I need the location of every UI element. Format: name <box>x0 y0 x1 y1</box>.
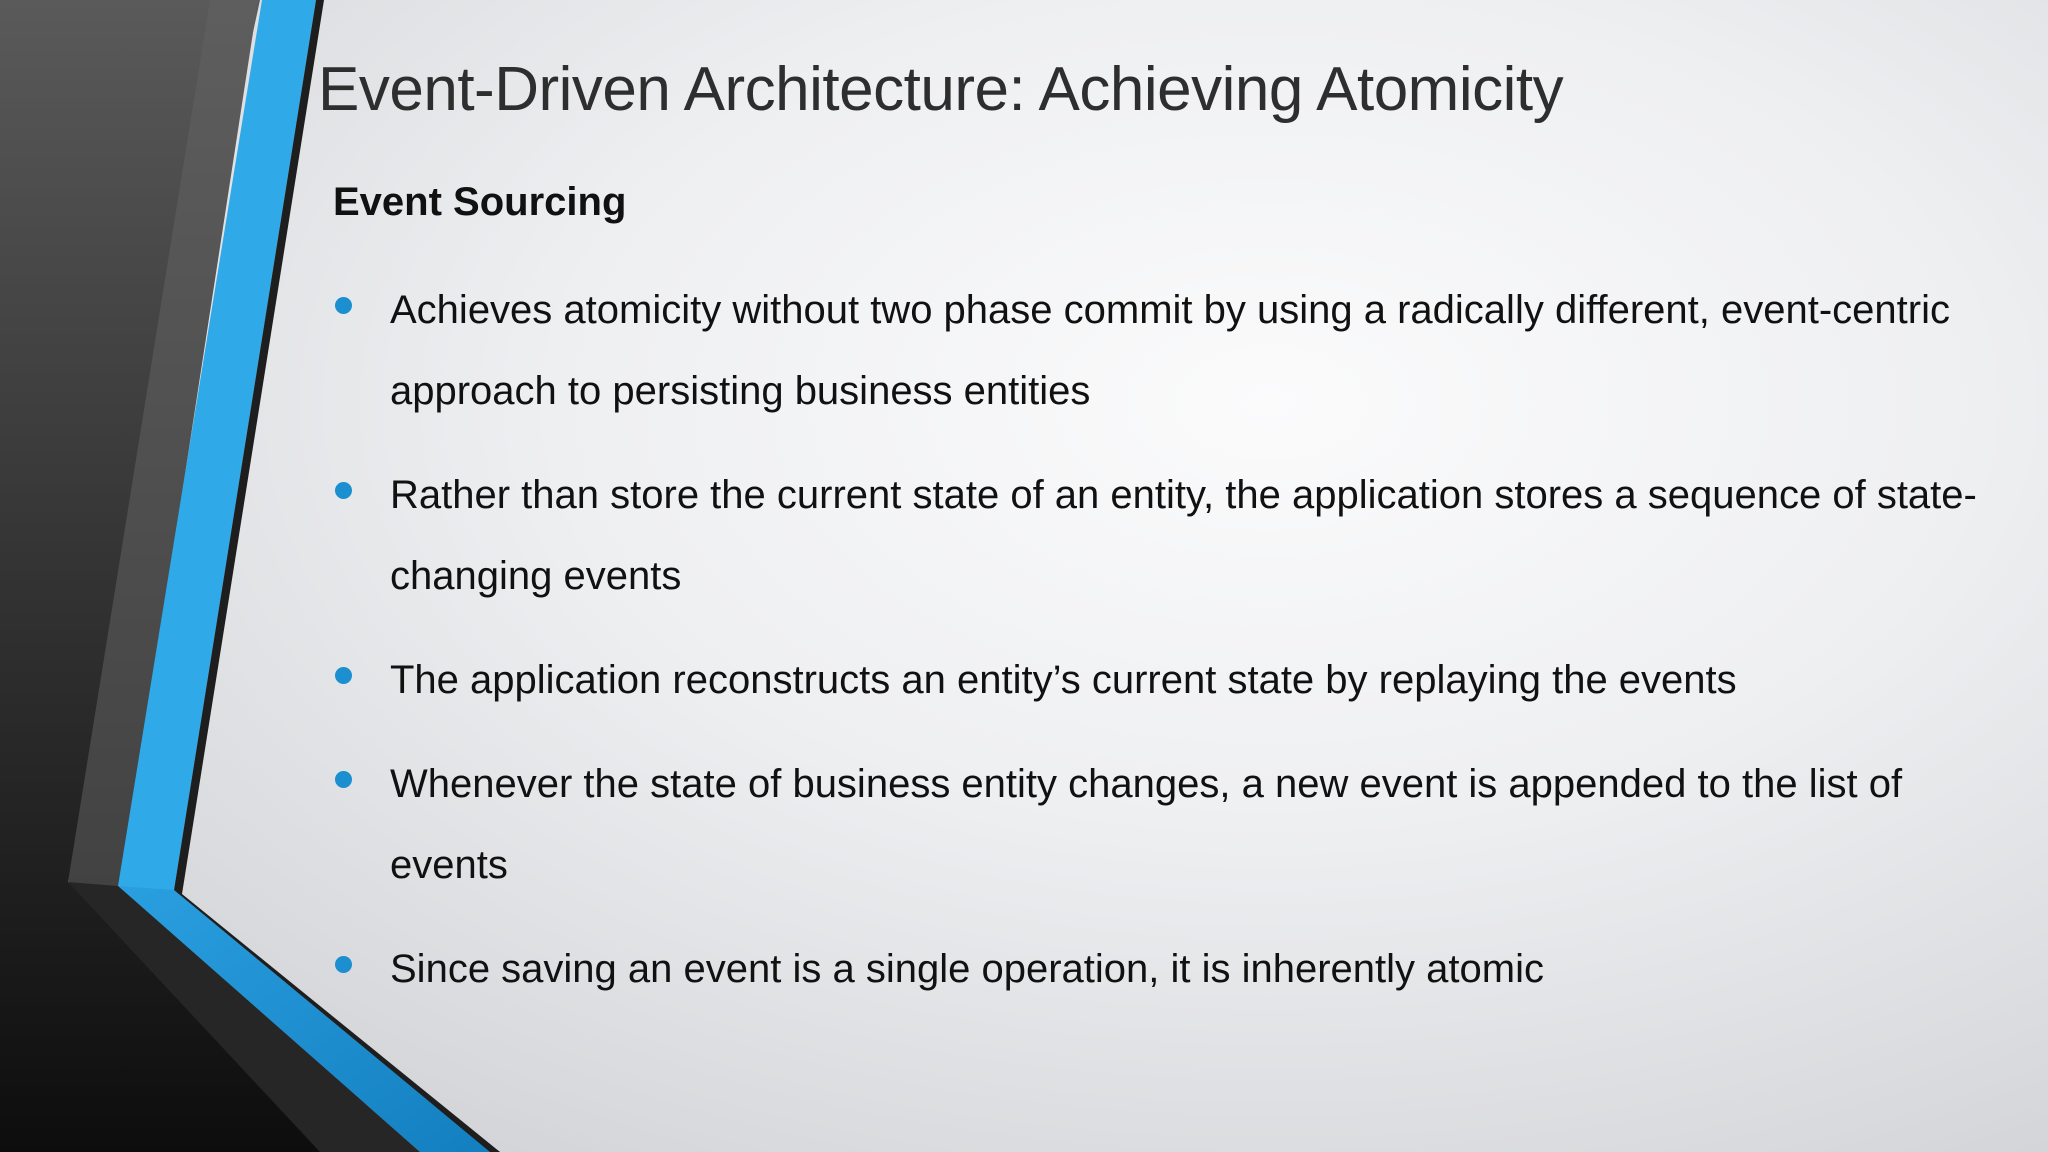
bullet-item <box>333 929 2013 1010</box>
bullet-text: Achieves atomicity without two phase commit by using a radically different, event-centric approach to persisting business entities <box>390 288 1950 413</box>
bullet-dot-icon <box>335 482 352 499</box>
bullet-dot-icon <box>335 771 352 788</box>
bullet-item <box>333 744 2013 906</box>
bullet-dot-icon <box>335 297 352 314</box>
bullet-list <box>333 270 2013 1033</box>
bullet-text: The application reconstructs an entity’s current state by replaying the events <box>390 658 1737 702</box>
bullet-item <box>333 640 2013 721</box>
bullet-text: Rather than store the current state of an entity, the application stores a sequence of state-changing events <box>390 473 1977 598</box>
bullet-item <box>333 270 2013 432</box>
slide-subtitle: Event Sourcing <box>333 180 627 224</box>
slide-title: Event-Driven Architecture: Achieving Atomicity <box>318 55 1564 124</box>
bullet-item <box>333 455 2013 617</box>
bullet-dot-icon <box>335 667 352 684</box>
bullet-dot-icon <box>335 956 352 973</box>
bullet-text: Whenever the state of business entity changes, a new event is appended to the list of events <box>390 762 1903 887</box>
bullet-text: Since saving an event is a single operation, it is inherently atomic <box>390 947 1544 991</box>
